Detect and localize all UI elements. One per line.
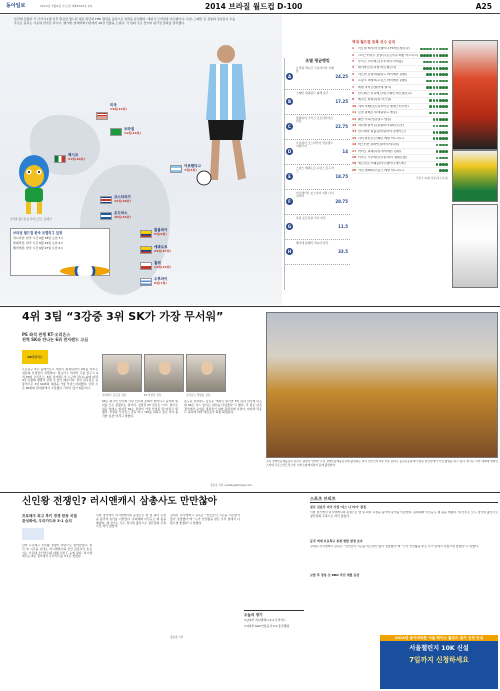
vote-dot-icon — [429, 93, 432, 96]
group-teams: 우루과이 코스타리카 잉글랜드 이탈리아 — [296, 141, 333, 149]
flag-colombia-icon — [140, 230, 152, 238]
section-title: 2014 브라질 월드컵 D-100 — [205, 2, 303, 11]
vote-dot-icon — [433, 131, 436, 134]
vote-dot-icon — [445, 73, 448, 76]
vote-dots — [436, 144, 448, 147]
vote-dot-icon — [445, 80, 448, 83]
vote-dots — [433, 118, 448, 121]
marathon-ad[interactable] — [380, 635, 498, 689]
story2-headline: 신인왕 전쟁인? 러시앤캐시 삼총사도 만만찮아 — [22, 496, 218, 507]
vote-dot-icon — [445, 99, 448, 102]
vote-dot-icon — [445, 54, 448, 57]
flag-costarica-icon — [100, 196, 112, 204]
vote-dots — [436, 157, 448, 160]
ranking-number: 8 — [352, 91, 355, 96]
vote-dots — [429, 93, 448, 96]
group-teams: 브라질 멕시코 크로아티아 카메룬 — [296, 66, 334, 74]
vote-dots — [429, 112, 448, 115]
vote-dots — [439, 169, 448, 172]
flag-honduras-icon — [100, 212, 112, 220]
story2-column-1: 남자 프로배구 신인왕 경쟁이 막판으로 접어들었다. 창단 첫 시즌을 보내는 러시앤캐시의 신인 삼총사가 돋보이는 가운데 우리카드의 대형 신인도 눈에 띈다. 러시앤캐시는 9일 경기에서 우리카드를 3-1로 꺾었다. — [22, 544, 92, 559]
ranking-number: 17 — [352, 148, 357, 153]
story2-byline: 정윤철 기자 — [170, 636, 184, 639]
group-row — [285, 165, 350, 190]
flag-usa-icon — [96, 112, 108, 120]
group-average: 11.5 — [338, 224, 348, 229]
group-key: G — [287, 224, 292, 229]
group-row — [285, 90, 350, 115]
ranking-name: 아르연 로번(네덜란드·바이에른 뮌헨) — [358, 72, 407, 76]
vote-dot-icon — [445, 61, 448, 64]
divider — [0, 306, 500, 307]
ranking-number: 3 — [352, 59, 355, 64]
coach-photo — [186, 354, 226, 392]
team-photo-caption: 소치 장애인동계올림픽 선수단 출정식 안에서 소치 장애인동계올림픽에 출전하는 한국 선수단이 9일 서울 송파구 올림픽공원에서 열린 결단식에서 기념 촬영을 하고 있다. 한국은 이번 대회에 알파인스키와 크로스컨트리스키, 아이스슬레지하키 등에 출전한다. — [266, 460, 498, 467]
ranking-number: 1 — [352, 46, 355, 51]
ad-subheadline: 7일까지 신청하세요 — [409, 656, 469, 665]
vote-dots — [426, 86, 448, 89]
country-colombia: 콜롬비아 5위(8위) — [154, 228, 168, 236]
ranking-name: 안드레스 이니에스타(스페인·바르셀로나) — [358, 92, 412, 96]
group-row — [285, 140, 350, 165]
vote-dot-icon — [433, 125, 436, 128]
page-number: A25 — [475, 2, 492, 11]
country-mexico: 멕시코 21위(20위) — [68, 153, 85, 161]
group-teams: 독일 포르투갈 가나 미국 — [296, 216, 326, 220]
result-line: ▽남자부 러시앤캐시 3-1 우리카드 — [244, 618, 286, 623]
vote-dot-icon — [429, 54, 432, 57]
vote-dot-icon — [433, 86, 436, 89]
ranking-number: 7 — [352, 84, 355, 89]
vote-dots — [433, 125, 448, 128]
vote-dot-icon — [429, 99, 432, 102]
group-teams: 스위스 에콰도르 프랑스 온두라스 — [296, 166, 334, 174]
group-key: F — [286, 198, 293, 205]
team-logo — [22, 528, 44, 540]
ranking-name: 바스티안 슈바인슈타이거(독일) — [358, 143, 399, 147]
flag-uruguay-icon — [140, 278, 152, 286]
story1-column-1: 프로농구 6강 플레이오프 대진이 확정되면서 4위를 다투는 팀들의 신경전이 치열하다. 정규리그 마지막 주를 앞두고 4위 KT와 오리온스, 6위 전자랜드가 누구와 만나느냐에 따라 4강 진출의 향방이 갈릴 수 있기 때문이다. 특히 감독들은 공통적으로 3위 SK와의 대결을 가장 부담스러워했다. 이번 시즌 SK와의 맞대결에서 고전했던 기억이 있기 때문이다. — [22, 368, 98, 390]
ranking-name: 야야 투레(코트디부아르·맨체스터시티) — [358, 104, 409, 108]
vote-dots — [433, 137, 448, 140]
ball-icon — [60, 266, 110, 276]
ranking-number: 9 — [352, 97, 355, 102]
ranking-name: 카림 벤제마(프랑스·레알 마드리드) — [358, 168, 404, 172]
ranking-name: 티아구 시우바(브라질·파리 생제르맹) — [358, 155, 407, 159]
vote-dot-icon — [429, 61, 432, 64]
group-key: B — [287, 99, 292, 104]
story2-column-2: 이날 경기에서 러시앤캐시의 송명근은 양 팀 최다 득점을 올리며 승리를 이끌었다. 송희채와 이민규도 제 몫을 해냈다. 세 선수는 모두 경기대 출신으로 창단팀의 주축으로 자리 잡았다. — [96, 514, 166, 529]
ranking-name: 세르히오 아궤로(아르헨티나·맨시티) — [358, 162, 406, 166]
newspaper-header — [0, 0, 500, 14]
ranking-name: 루이스 수아레스(우루과이·리버풀) — [358, 60, 403, 64]
coach-photo — [144, 354, 184, 392]
group-panel-title: 조별 평균랭킹 — [305, 58, 330, 63]
group-average: 24.25 — [335, 74, 348, 79]
flag-mexico-icon — [54, 155, 66, 163]
vote-dot-icon — [445, 112, 448, 115]
vote-dot-icon — [429, 67, 432, 70]
vote-dot-icon — [433, 118, 436, 121]
ranking-name: 프랑크 리베리(프랑스·바이에른 뮌헨) — [358, 79, 407, 83]
vote-dot-icon — [429, 80, 432, 83]
vote-dot-icon — [445, 157, 448, 160]
vote-dot-icon — [429, 112, 432, 115]
vote-dot-icon — [433, 112, 436, 115]
vote-dot-icon — [433, 61, 436, 64]
country-usa: 미국 14위(13위) — [110, 103, 127, 111]
group-average: 33.5 — [338, 249, 348, 254]
ad-top-banner: 2014년 동아마라톤 서울 레이스 풀코스 참가 신청 안내 — [380, 635, 498, 641]
ranking-number: 11 — [352, 110, 357, 115]
ranking-number: 18 — [352, 154, 357, 159]
ranking-row — [352, 168, 448, 174]
group-average-panel — [284, 58, 350, 290]
flag-chile-icon — [140, 262, 152, 270]
issue-date: 2014년 3월9일 수요일 제28706호 [5] — [40, 4, 93, 8]
results-box — [244, 610, 304, 688]
story1-byline: 김동욱 기자 creating@donga.com — [210, 484, 252, 487]
team-photo — [266, 312, 498, 458]
flag-argentina-icon — [170, 165, 182, 173]
sports-brief — [310, 496, 498, 632]
vote-dot-icon — [433, 54, 436, 57]
group-average: 28.75 — [335, 199, 348, 204]
group-teams: 벨기에 알제리 러시아 한국 — [296, 241, 329, 245]
schedule-line: 알제리전: 한국 시간 6월 23일 오전 4시 — [13, 241, 64, 246]
country-chile: 칠레 14위(15위) — [154, 261, 171, 269]
mascot-caption: 브라질 월드컵 공식 마스코트 '풀레코' — [10, 218, 53, 221]
newspaper-logo: 동아일보 — [6, 3, 26, 9]
ranking-name: 리오넬 메시(아르헨티나·FC바르셀로나) — [358, 47, 410, 51]
group-key: E — [286, 173, 293, 180]
group-row — [285, 115, 350, 140]
vote-dot-icon — [429, 73, 432, 76]
divider — [0, 492, 500, 493]
coach-photo — [102, 354, 142, 392]
mascot-illustration — [14, 150, 54, 216]
ranking-name: 라다멜 팔카오(콜롬비아·AS모나코) — [358, 123, 404, 127]
ranking-name: 로빈 판페르시(네덜란드·맨유) — [358, 111, 398, 115]
brief-title: 스포츠 브리프 — [310, 496, 498, 503]
group-average: 18.75 — [335, 174, 348, 179]
ranking-name: 에덴 아자르(벨기에·첼시) — [358, 85, 392, 89]
ranking-number: 19 — [352, 161, 357, 166]
vote-dot-icon — [445, 150, 448, 153]
ranking-number: 6 — [352, 78, 355, 83]
vote-dot-icon — [445, 93, 448, 96]
vote-dot-icon — [433, 93, 436, 96]
player-ranking-panel — [352, 40, 448, 290]
story1-column-2: SK는 외국인 선수와 국내 선수의 조화가 뛰어나고 높이와 외곽을 모두 갖췄다는 평가다. 전창진 KT 감독은 “어느 팀이든 쉬운 상대는 없지만 SK는 전력이 가장 안정된 팀”이라고 말했다. 추일승 오리온스 감독 역시 “SK를 피하고 싶은 것이 솔직한 심정”이라고 밝혔다. — [102, 400, 178, 418]
country-argentina: 아르헨티나 7위(3위) — [184, 164, 201, 172]
kb-logo: KB국민카드 — [22, 350, 48, 364]
vote-dot-icon — [433, 67, 436, 70]
ranking-number: 12 — [352, 116, 357, 121]
country-honduras: 온두라스 40위(34위) — [114, 211, 131, 219]
vote-dots — [436, 163, 448, 166]
group-key: H — [287, 249, 292, 254]
ranking-number: 4 — [352, 65, 355, 70]
group-teams: 콜롬비아 그리스 코트디부아르 일본 — [296, 116, 333, 124]
vote-dot-icon — [445, 169, 448, 172]
group-teams: 스페인 네덜란드 칠레 호주 — [296, 91, 329, 95]
vote-dot-icon — [445, 105, 448, 108]
ranking-number: 2 — [352, 52, 355, 57]
results-title: 오늘의 경기 — [244, 613, 263, 617]
vote-dots — [426, 73, 448, 76]
ranking-name: 메주트 외질(독일·아스널) — [358, 98, 392, 102]
vote-dots — [420, 54, 448, 57]
vote-dot-icon — [445, 131, 448, 134]
ranking-name: 마리오 괴체(독일·바이에른 뮌헨) — [358, 149, 401, 153]
brief-item: 동국 역대 프로축구 본관 쌍탑 결정 조속 — [310, 539, 363, 543]
coach-caption: 오리온스 추일승 감독 — [186, 394, 211, 397]
vote-dots — [436, 150, 448, 153]
result-line: ▽여자부 KGC인삼공사 3-2 흥국생명 — [244, 623, 290, 628]
vote-dots — [429, 99, 448, 102]
ranking-note: 전문가 10명 설문(복수응답) — [415, 177, 448, 181]
vote-dot-icon — [433, 80, 436, 83]
vote-dots — [423, 61, 448, 64]
story1-subtitle: PS 좌석 전쟁 KT·오리온스 전력 SK와 만나는 6위 전자랜드 고심 — [22, 332, 88, 342]
coach-caption: KT 전창진 감독 — [144, 394, 162, 397]
vote-dots — [429, 105, 448, 108]
schedule-line: 벨기에전: 한국 시간 6월 27일 오전 5시 — [13, 246, 64, 251]
group-teams: 아르헨티나 보스니아 이란 나이지리아 — [296, 191, 334, 199]
group-row — [285, 65, 350, 90]
ranking-name: 크리스티아누 호날두(포르투갈·레알 마드리드) — [358, 53, 419, 57]
ranking-title: 역대 월드컵 등록 선수 순위 — [352, 40, 396, 44]
player-photo-right-2 — [452, 150, 498, 202]
vote-dots — [423, 67, 448, 70]
vote-dot-icon — [433, 137, 436, 140]
brief-body: 김세진 러시앤캐시 감독은 “신인들이 시즌을 치르면서 많이 성장했다”며 “누가 신인왕을 받든 우리 팀에서 나왔으면 좋겠다”고 말했다. — [310, 544, 479, 548]
ranking-name: 네이마르(브라질·바르셀로나) — [358, 66, 397, 70]
vote-dot-icon — [429, 86, 432, 89]
schedule-line: 러시아전: 한국 시간 6월 18일 오전 7시 — [13, 236, 64, 241]
ranking-name: 사비 알론소(스페인·레알 마드리드) — [358, 136, 404, 140]
coach-caption: 전자랜드 유도훈 감독 — [102, 394, 127, 397]
vote-dots — [433, 131, 448, 134]
player-photo-right — [452, 40, 498, 150]
schedule-title: 브라질 월드컵 한국 조별리그 일정 — [13, 231, 63, 235]
vote-dot-icon — [445, 163, 448, 166]
group-average: 14 — [342, 149, 348, 154]
brief-body: 이날 경기에서 러시앤캐시의 송명근은 양 팀 최다 득점을 올리며 승리를 이끌었다. 송희채와 이민규도 제 몫을 해냈다. 세 선수는 모두 경기대 출신으로 창단팀의 주축으로 자리 잡았다. — [310, 511, 498, 518]
group-key: C — [286, 123, 293, 130]
group-key: A — [287, 74, 292, 79]
group-row — [285, 240, 350, 265]
ad-headline: 서울챌린지 10K 신설 — [409, 645, 469, 653]
ranking-number: 10 — [352, 103, 357, 108]
vote-dot-icon — [429, 48, 432, 51]
ranking-number: 14 — [352, 129, 357, 134]
lead-paragraph: 본선에 진출한 각 국가가 1월 이후 발표한 월드컵 대표 명단과 FIFA 랭킹을 중심으로 전력을 분석했다. 개최국 브라질과 아르헨티나, 독일, 스페인 등 전통의 강호들이 우승 후보로 꼽히는 가운데 한국은 러시아, 벨기에, 알제리와 H조에서 16강 진출을 노린다. 각 팀의 주요 선수와 평가전 결과를 정리했다. — [14, 17, 236, 25]
group-average: 22.75 — [335, 124, 348, 129]
group-average: 17.25 — [335, 99, 348, 104]
vote-dot-icon — [433, 105, 436, 108]
vote-dot-icon — [445, 125, 448, 128]
flag-brazil-icon — [110, 128, 122, 136]
vote-dot-icon — [445, 137, 448, 140]
vote-dots — [426, 80, 448, 83]
story2-column-3: 김세진 러시앤캐시 감독은 “신인들이 시즌을 치르면서 많이 성장했다”며 “누가 신인왕을 받든 우리 팀에서 나왔으면 좋겠다”고 말했다. — [170, 514, 240, 525]
ranking-number: 20 — [352, 167, 357, 172]
ranking-number: 13 — [352, 122, 357, 127]
vote-dot-icon — [445, 67, 448, 70]
country-costarica: 코스타리카 32위(28위) — [114, 195, 131, 203]
country-ecuador: 에콰도르 25위(37위) — [154, 245, 171, 253]
group-key: D — [287, 149, 292, 154]
ranking-name: 웨인 루니(잉글랜드·맨유) — [358, 117, 392, 121]
vote-dot-icon — [445, 48, 448, 51]
ranking-number: 5 — [352, 71, 355, 76]
player-photo-right-3 — [452, 204, 498, 288]
brief-item: 보합 후 정성 조 KBO 추선 세월 등장 — [310, 572, 360, 577]
story1-headline: 4위 3팀 “3강중 3위 SK가 가장 무서워” — [22, 310, 224, 323]
vote-dot-icon — [433, 99, 436, 102]
ranking-number: 15 — [352, 135, 357, 140]
vote-dot-icon — [445, 118, 448, 121]
ranking-number: 16 — [352, 142, 357, 147]
brief-item: 골프 김효주 미국 가정 ‘타스 나 마이’ 결정 — [310, 505, 366, 510]
country-uruguay: 우루과이 6위(7위) — [154, 277, 168, 285]
story2-subtitle: 프로배구 최고 루키 경쟁 한창 치열 관성화에, 우리카드와 3-1 승리 — [22, 514, 77, 523]
vote-dot-icon — [433, 48, 436, 51]
flag-ecuador-icon — [140, 246, 152, 254]
story1-column-3: 유도훈 전자랜드 감독은 “6위로 밀리면 3위 팀과 만나게 되는데 SK든 어느 팀이든 최선을 다하겠다”고 했다. 각 팀은 남은 경기에서 순위를 결정짓기 위한 총력전에 나선다. 마지막 라운드 결과에 따라 대진표가 최종 확정된다. — [184, 400, 262, 415]
country-brazil: 브라질 11위(13위) — [124, 127, 141, 135]
vote-dots — [420, 48, 448, 51]
group-row — [285, 215, 350, 240]
vote-dot-icon — [445, 86, 448, 89]
vote-dot-icon — [429, 105, 432, 108]
ranking-name: 안드레아 피를로(이탈리아·유벤투스) — [358, 130, 406, 134]
group-row — [285, 190, 350, 215]
vote-dot-icon — [433, 73, 436, 76]
vote-dot-icon — [445, 144, 448, 147]
